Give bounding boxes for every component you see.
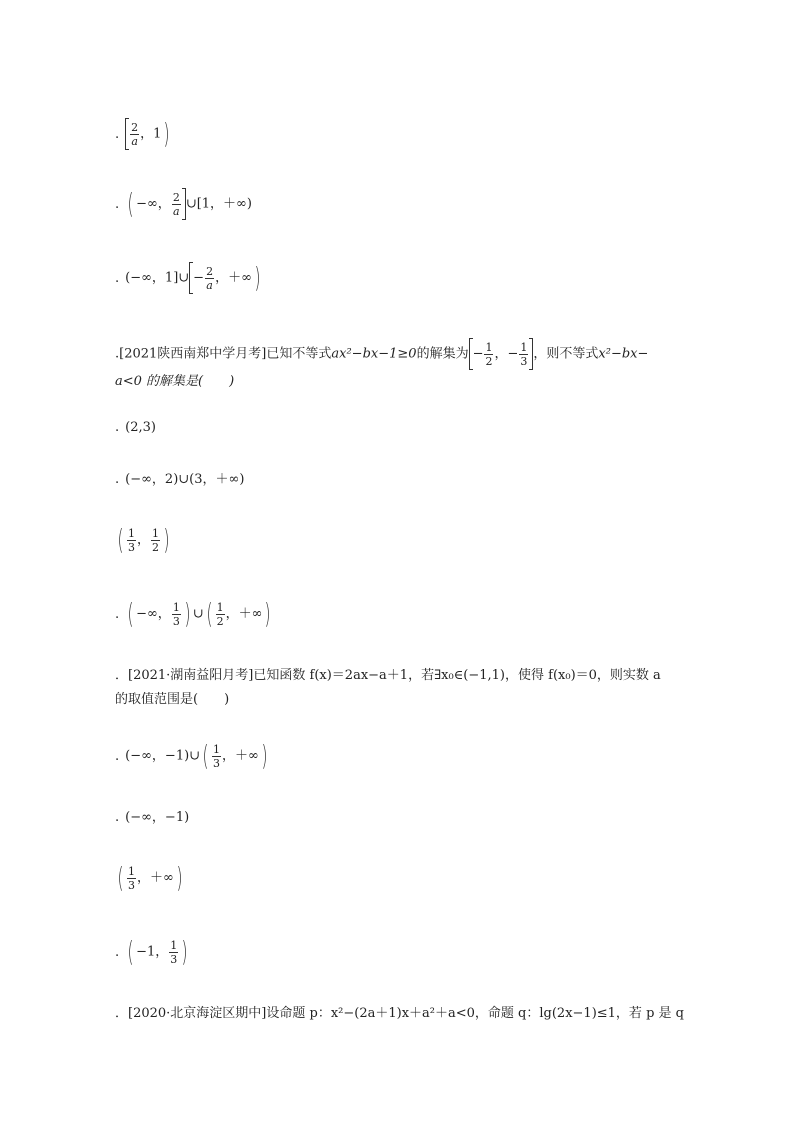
q2-option-d: . ( −∞， $\frac{1}{3}$ ) ∪( $\frac{1}{2}$ ，＋∞) bbox=[115, 597, 271, 630]
question-2: .[2021陕西南郑中学月考]已知不等式ax²−bx−1≥0的解集为 − $\frac{1}{2}$ ，− $\frac{1}{3}$ ，则不等式x²−bx− a<0 的解集是( ) bbox=[115, 338, 685, 394]
q1-option-b: . ( −∞， $\frac{2}{a}$ ∪[1，＋∞) bbox=[115, 187, 252, 220]
q3-source: [2021·湖南益阳月考] bbox=[128, 668, 254, 683]
q1-option-a: . $\frac{2}{a}$ ，1) bbox=[115, 117, 170, 150]
q3-option-b: . (−∞，−1) bbox=[115, 810, 190, 825]
question-4: ．[2020·北京海淀区期中]设命题 p：x²−(2a＋1)x＋a²＋a<0，命题 q：lg(2x−1)≤1，若 p 是 q bbox=[115, 1006, 684, 1021]
q2-source: [2021陕西南郑中学月考] bbox=[119, 346, 267, 362]
q4-source: [2020·北京海淀区期中] bbox=[128, 1006, 267, 1021]
q3-option-c: ( $\frac{1}{3}$ ，＋∞) bbox=[117, 861, 183, 894]
q3-option-d: . ( −1， $\frac{1}{3}$ ) bbox=[115, 935, 188, 968]
q3-option-a: . (−∞，−1)∪( $\frac{1}{3}$ ，＋∞) bbox=[115, 739, 268, 772]
q1-option-c: . (−∞，1]∪ − $\frac{2}{a}$ ，＋∞) bbox=[115, 261, 261, 294]
q2-option-a: . (2,3) bbox=[115, 420, 156, 435]
q2-option-b: . (−∞，2)∪(3，＋∞) bbox=[115, 472, 245, 487]
question-3: ．[2021·湖南益阳月考]已知函数 f(x)＝2ax−a＋1，若∃x₀∈(−1,1)，使得 f(x₀)＝0，则实数 a 的取值范围是( ) bbox=[115, 668, 661, 707]
q2-option-c: ( $\frac{1}{3}$ ， $\frac{1}{2}$ ) bbox=[117, 523, 170, 556]
